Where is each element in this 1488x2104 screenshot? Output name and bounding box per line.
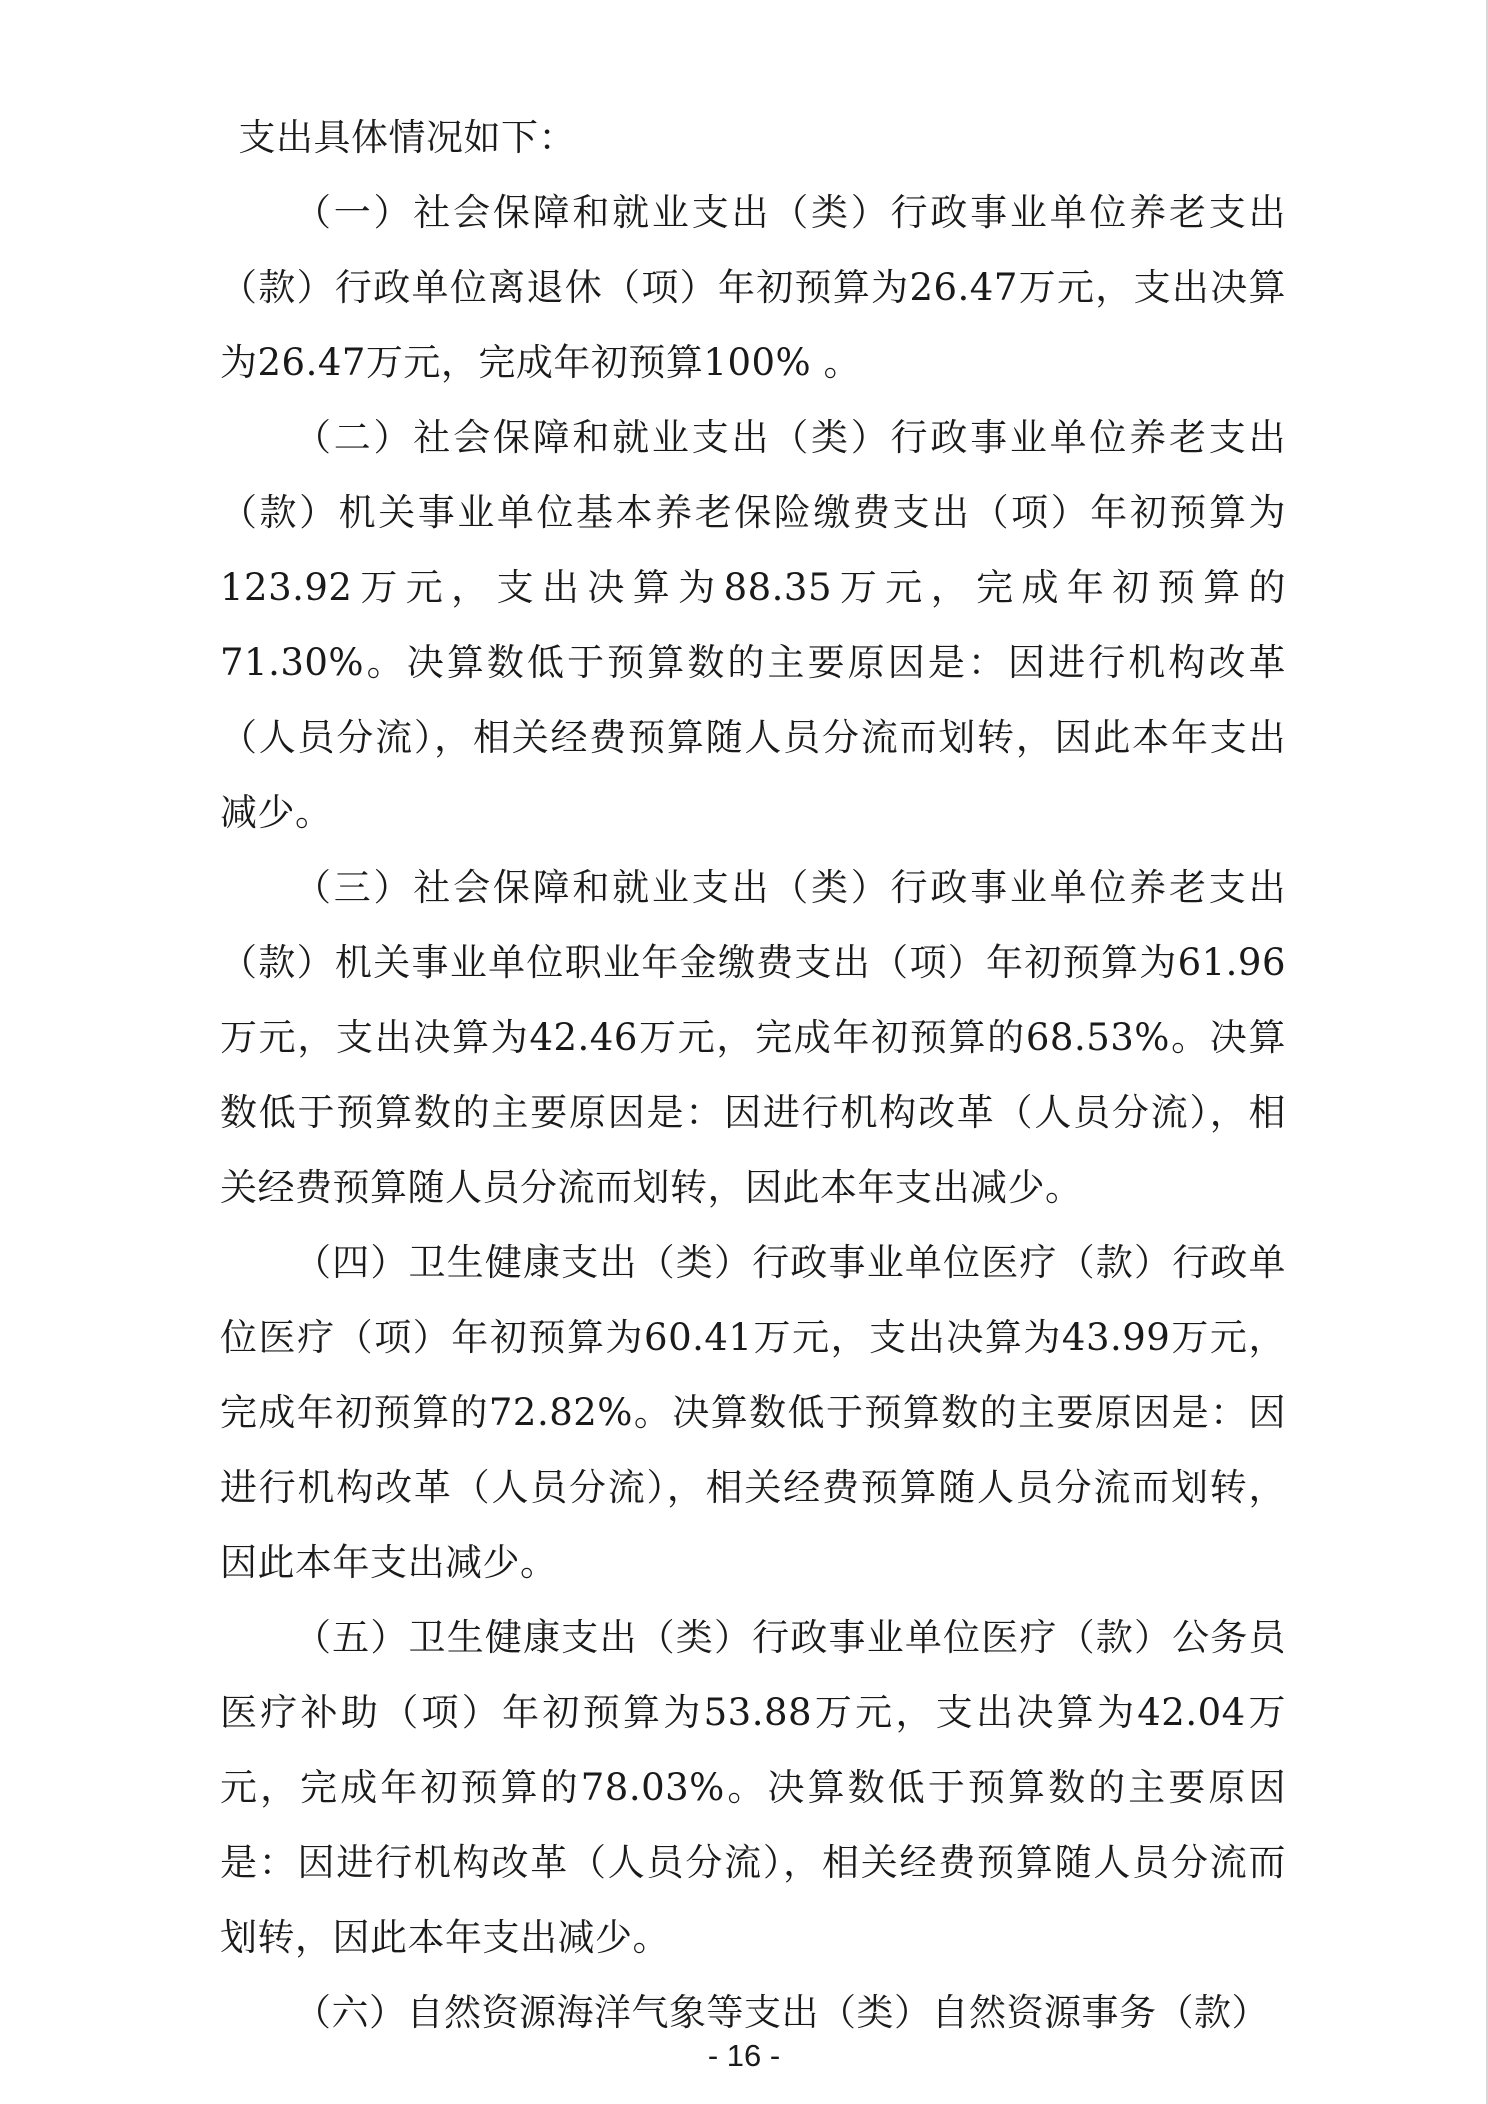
paragraph-1: （一）社会保障和就业支出（类）行政事业单位养老支出（款）行政单位离退休（项）年初预算为26.47万元，支出决算为26.47万元，完成年初预算100% 。 — [220, 191, 1286, 384]
paragraph-5: （五）卫生健康支出（类）行政事业单位医疗（款）公务员医疗补助（项）年初预算为53.88万元，支出决算为42.04万元，完成年初预算的78.03%。决算数低于预算数的主要原因是：因进行机构改革（人员分流），相关经费预算随人员分流而划转，因此本年支出减少。 — [220, 1616, 1286, 1959]
page-number: - 16 - — [707, 2038, 781, 2073]
paragraph-6: （六）自然资源海洋气象等支出（类）自然资源事务（款） — [294, 1991, 1269, 2034]
paragraph-3: （三）社会保障和就业支出（类）行政事业单位养老支出（款）机关事业单位职业年金缴费支出（项）年初预算为61.96万元，支出决算为42.46万元，完成年初预算的68.53%。决算数低于预算数的主要原因是：因进行机构改革（人员分流），相关经费预算随人员分流而划转，因此本年支出减少。 — [220, 866, 1286, 1209]
paragraph-2: （二）社会保障和就业支出（类）行政事业单位养老支出（款）机关事业单位基本养老保险缴费支出（项）年初预算为123.92万元，支出决算为88.35万元，完成年初预算的71.30%。决算数低于预算数的主要原因是：因进行机构改革（人员分流），相关经费预算随人员分流而划转，因此本年支出减少。 — [220, 416, 1286, 834]
intro-text: 支出具体情况如下： — [238, 116, 576, 159]
paragraph-4: （四）卫生健康支出（类）行政事业单位医疗（款）行政单位医疗（项）年初预算为60.41万元，支出决算为43.99万元，完成年初预算的72.82%。决算数低于预算数的主要原因是：因进行机构改革（人员分流），相关经费预算随人员分流而划转，因此本年支出减少。 — [220, 1241, 1286, 1584]
document-body — [220, 100, 1286, 2050]
